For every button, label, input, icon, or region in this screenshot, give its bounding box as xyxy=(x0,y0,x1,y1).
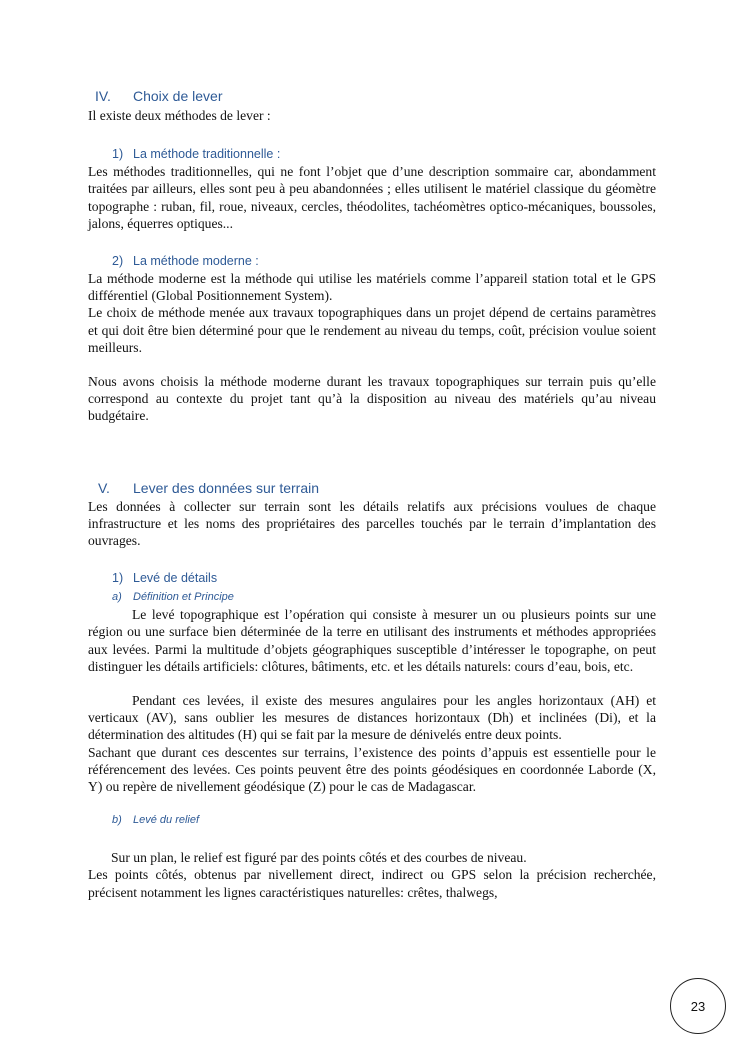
heading-number: V. xyxy=(98,479,110,496)
subsubheading-title: Levé du relief xyxy=(133,814,200,827)
paragraph-traditional-method: Les méthodes traditionnelles, qui ne font l’objet que d’une description sommaire car, abondamment traitées par ailleurs, elles sont peu à peu abandonnées ; elles utilisent le matériel classique du géomètre topographe : ruban, fil, roue, niveaux, cercles, théodolites, tachéomètres optico-mécaniques, boussoles, jalons, équerres optiques... xyxy=(88,164,656,231)
subheading-number: 1) xyxy=(112,571,124,586)
paragraph-method-choice: Le choix de méthode menée aux travaux topographiques dans un projet dépend de certains paramètres et qui doit être bien déterminé pour que le rendement au niveau du temps, coût, précision voulue soient meilleurs. xyxy=(88,305,656,355)
subheading-modern-method xyxy=(112,252,656,270)
subsubheading-number: a) xyxy=(112,591,122,604)
subsubheading-definition xyxy=(112,589,656,606)
paragraph-control-points: Sachant que durant ces descentes sur terrains, l’existence des points d’appuis est essentielle pour le référencement des levées. Ces points peuvent être des points géodésiques en coordonnée Laborde (X, Y) ou repère de nivellement géodésique (Z) pour le cas de Madagascar. xyxy=(88,744,656,795)
subheading-title: La méthode moderne : xyxy=(133,254,259,269)
paragraph-relief-intro: Sur un plan, le relief est figuré par des points côtés et des courbes de niveau. xyxy=(111,850,527,866)
subheading-detail-survey xyxy=(112,569,656,587)
heading-number: IV. xyxy=(95,88,111,104)
section4-intro: Il existe deux méthodes de lever : xyxy=(88,108,271,123)
paragraph-chosen-method: Nous avons choisis la méthode moderne durant les travaux topographiques sur terrain puis qu’elle correspond au contexte du projet tant qu’à la disposition au niveau des matériels qu’au niveau budgétaire. xyxy=(88,374,656,424)
heading-section-5 xyxy=(95,478,656,498)
paragraph-modern-method: La méthode moderne est la méthode qui utilise les matériels comme l’appareil station total et le GPS différentiel (Global Positionnement System). xyxy=(88,271,656,304)
subheading-number: 2) xyxy=(112,254,124,269)
subsubheading-relief xyxy=(112,812,656,829)
page-number: 23 xyxy=(670,978,726,1034)
subheading-traditional-method xyxy=(112,145,656,163)
document-page xyxy=(88,86,656,901)
subheading-title: Levé de détails xyxy=(133,571,218,586)
subsubheading-title: Définition et Principe xyxy=(133,591,234,604)
heading-title: Lever des données sur terrain xyxy=(133,479,319,496)
heading-section-4 xyxy=(95,86,656,106)
paragraph-spot-heights: Les points côtés, obtenus par nivellement direct, indirect ou GPS selon la précision recherchée, précisent notamment les lignes caractéristiques naturelles: crêtes, thalwegs, xyxy=(88,867,656,900)
section5-intro: Les données à collecter sur terrain sont les détails relatifs aux précisions voulues de chaque infrastructure et les noms des propriétaires des parcelles touchés par le terrain d’implantation des ouvrages. xyxy=(88,498,656,549)
heading-title: Choix de lever xyxy=(133,88,223,104)
subheading-number: 1) xyxy=(112,147,124,162)
paragraph-definition: Le levé topographique est l’opération qui consiste à mesurer un ou plusieurs points sur une région ou une surface bien déterminée de la terre en utilisant des instruments et méthodes appropriées aux levées. Parmi la multitude d’objets géographiques susceptible d’intéresser le topographe, on peut distinguer les détails artificiels: clôtures, bâtiments, etc. et les détails naturels: cours d’eau, bois, etc. xyxy=(88,607,656,674)
subheading-title: La méthode traditionnelle : xyxy=(133,147,281,162)
subsubheading-number: b) xyxy=(112,814,122,827)
paragraph-measurements: Pendant ces levées, il existe des mesures angulaires pour les angles horizontaux (AH) et verticaux (AV), sans oublier les mesures de distances horizontaux (Dh) et inclinées (Di), et la détermination des altitudes (H) qui se fait par la mesure de dénivelés entre deux points. xyxy=(88,693,656,743)
